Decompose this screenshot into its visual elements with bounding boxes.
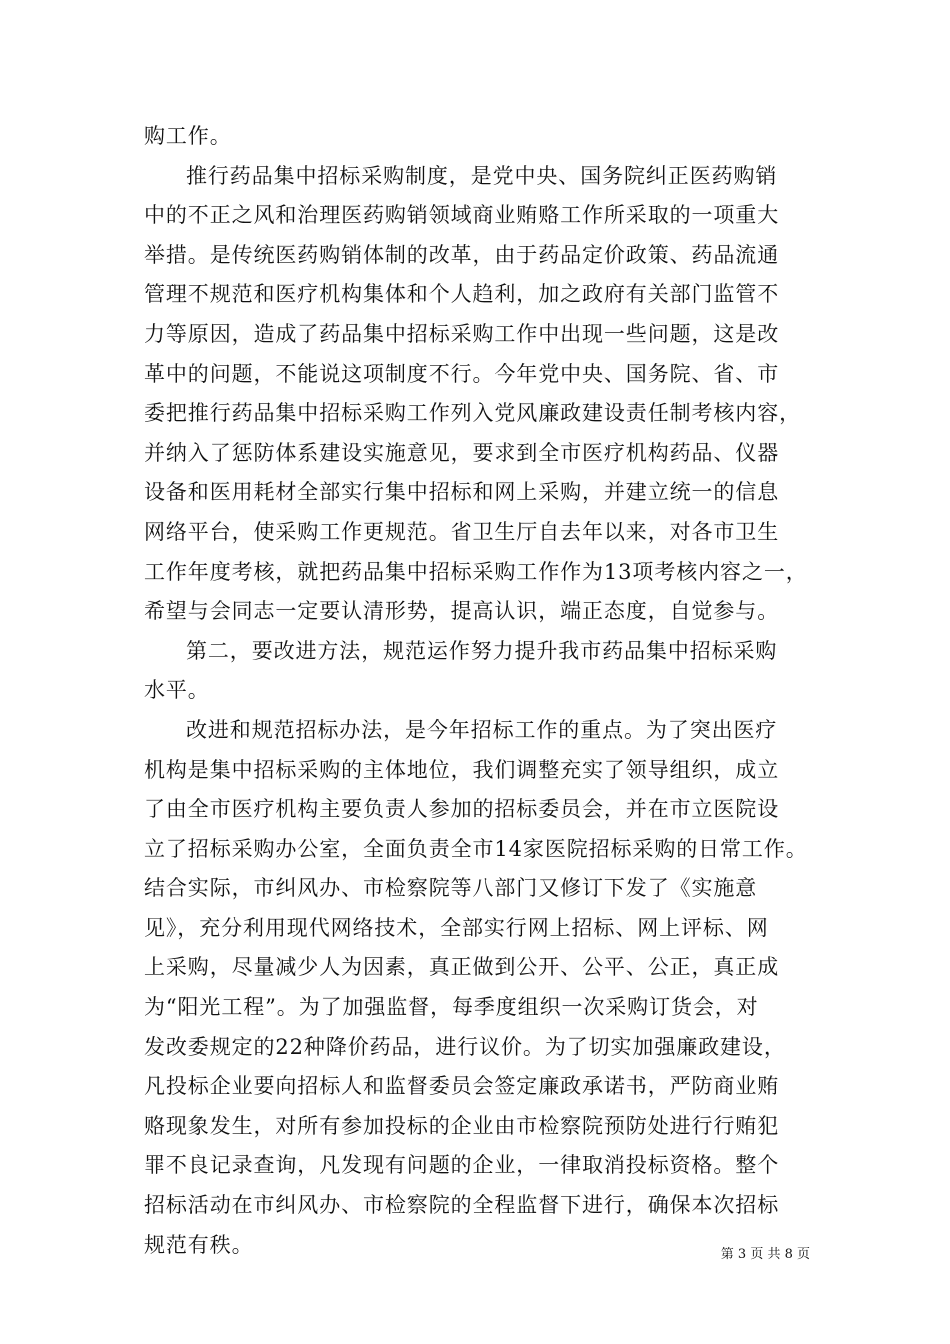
page-number-footer: 第 3 页 共 8 页 <box>720 1247 810 1262</box>
paragraph-bidding-reform: 改进和规范招标办法，是今年招标工作的重点。为了突出医疗 机构是集中招标采购的主体地位，我们调整充实了领导组织，成立 了由全市医疗机构主要负责人参加的招标委员会，并在市立医院设 立了招标采购办公室，全面负责全市14家医院招标采购的日常工作。 结合实际，市纠风办、市检察院等八部门又修订下发了《实施意 见》，充分利用现代网络技术，全部实行网上招标、网上评标、网 上采购，尽量减少人为因素，真正做到公开、公平、公正，真正成 为“阳光工程”。为了加强监督，每季度组织一次采购订货会，对 发改委规定的22种降价药品，进行议价。为了切实加强廉政建设， 凡投标企业要向招标人和监督委员会签定廉政承诺书，严防商业贿 赂现象发生，对所有参加投标的企业由市检察院预防处进行行贿犯 罪不良记录查询，凡发现有问题的企业，一律取消投标资格。整个 招标活动在市纠风办、市检察院的全程监督下进行，确保本次招标 规范有秩。 <box>144 717 808 1257</box>
document-body <box>144 117 816 1265</box>
paragraph-continuation: 购工作。 <box>144 124 232 148</box>
paragraph-drug-procurement-policy: 推行药品集中招标采购制度，是党中央、国务院纠正医药购销 中的不正之风和治理医药购销领域商业贿赂工作所采取的一项重大 举措。是传统医药购销体制的改革，由于药品定价政策、药品流通 管理不规范和医疗机构集体和个人趋利，加之政府有关部门监管不 力等原因，造成了药品集中招标采购工作中出现一些问题，这是改 革中的问题，不能说这项制度不行。今年党中央、国务院、省、市 委把推行药品集中招标采购工作列入党风廉政建设责任制考核内容， 并纳入了惩防体系建设实施意见，要求到全市医疗机构药品、仪器 设备和医用耗材全部实行集中招标和网上采购，并建立统一的信息 网络平台，使采购工作更规范。省卫生厅自去年以来，对各市卫生 工作年度考核，就把药品集中招标采购工作作为13项考核内容之一， 希望与会同志一定要认清形势，提高认识，端正态度，自觉参与。 <box>144 163 808 624</box>
paragraph-section-two-heading: 第二，要改进方法，规范运作努力提升我市药品集中招标采购 水平。 <box>144 638 778 703</box>
